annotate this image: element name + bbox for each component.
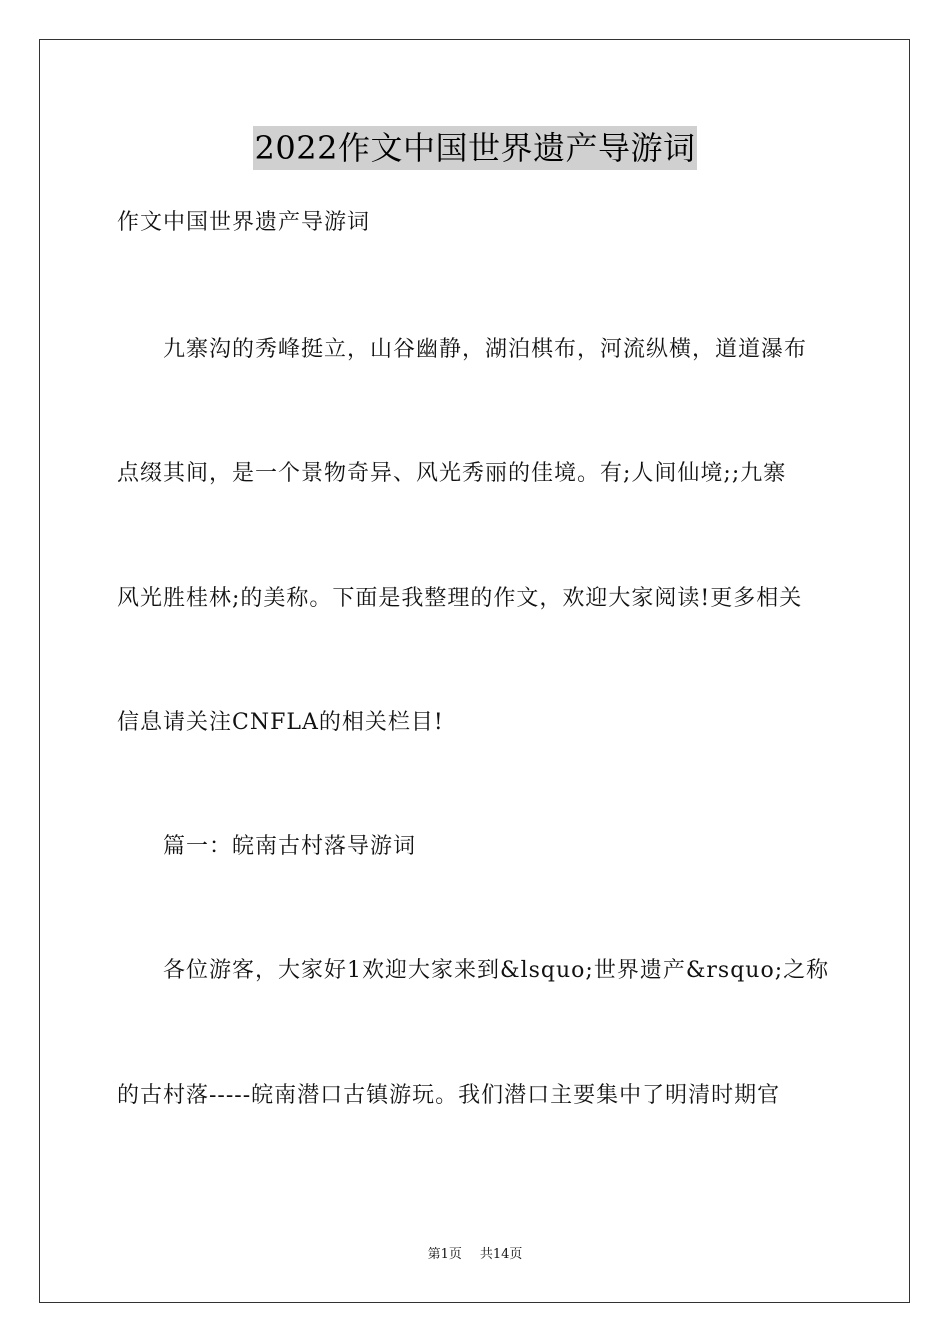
- page-footer: [0, 1246, 950, 1264]
- document-subtitle: 作文中国世界遗产导游词: [117, 210, 371, 235]
- page-total: 共14页: [479, 1247, 523, 1262]
- page-number: 第1页: [427, 1247, 462, 1262]
- title-container: [0, 126, 950, 170]
- section-heading: 篇一：皖南古村落导游词: [163, 834, 417, 859]
- paragraph-line: 信息请关注CNFLA的相关栏目!: [117, 710, 444, 735]
- paragraph-line: 点缀其间，是一个景物奇异、风光秀丽的佳境。有;人间仙境;;九寨: [117, 461, 787, 486]
- document-title: 2022作文中国世界遗产导游词: [253, 126, 698, 170]
- paragraph-line: 的古村落-----皖南潜口古镇游玩。我们潜口主要集中了明清时期官: [117, 1083, 781, 1108]
- paragraph-line: 各位游客，大家好1欢迎大家来到&lsquo;世界遗产&rsquo;之称: [163, 958, 830, 983]
- paragraph-line: 风光胜桂林;的美称。下面是我整理的作文，欢迎大家阅读!更多相关: [117, 586, 803, 611]
- paragraph-line: 九寨沟的秀峰挺立，山谷幽静，湖泊棋布，河流纵横，道道瀑布: [163, 337, 808, 362]
